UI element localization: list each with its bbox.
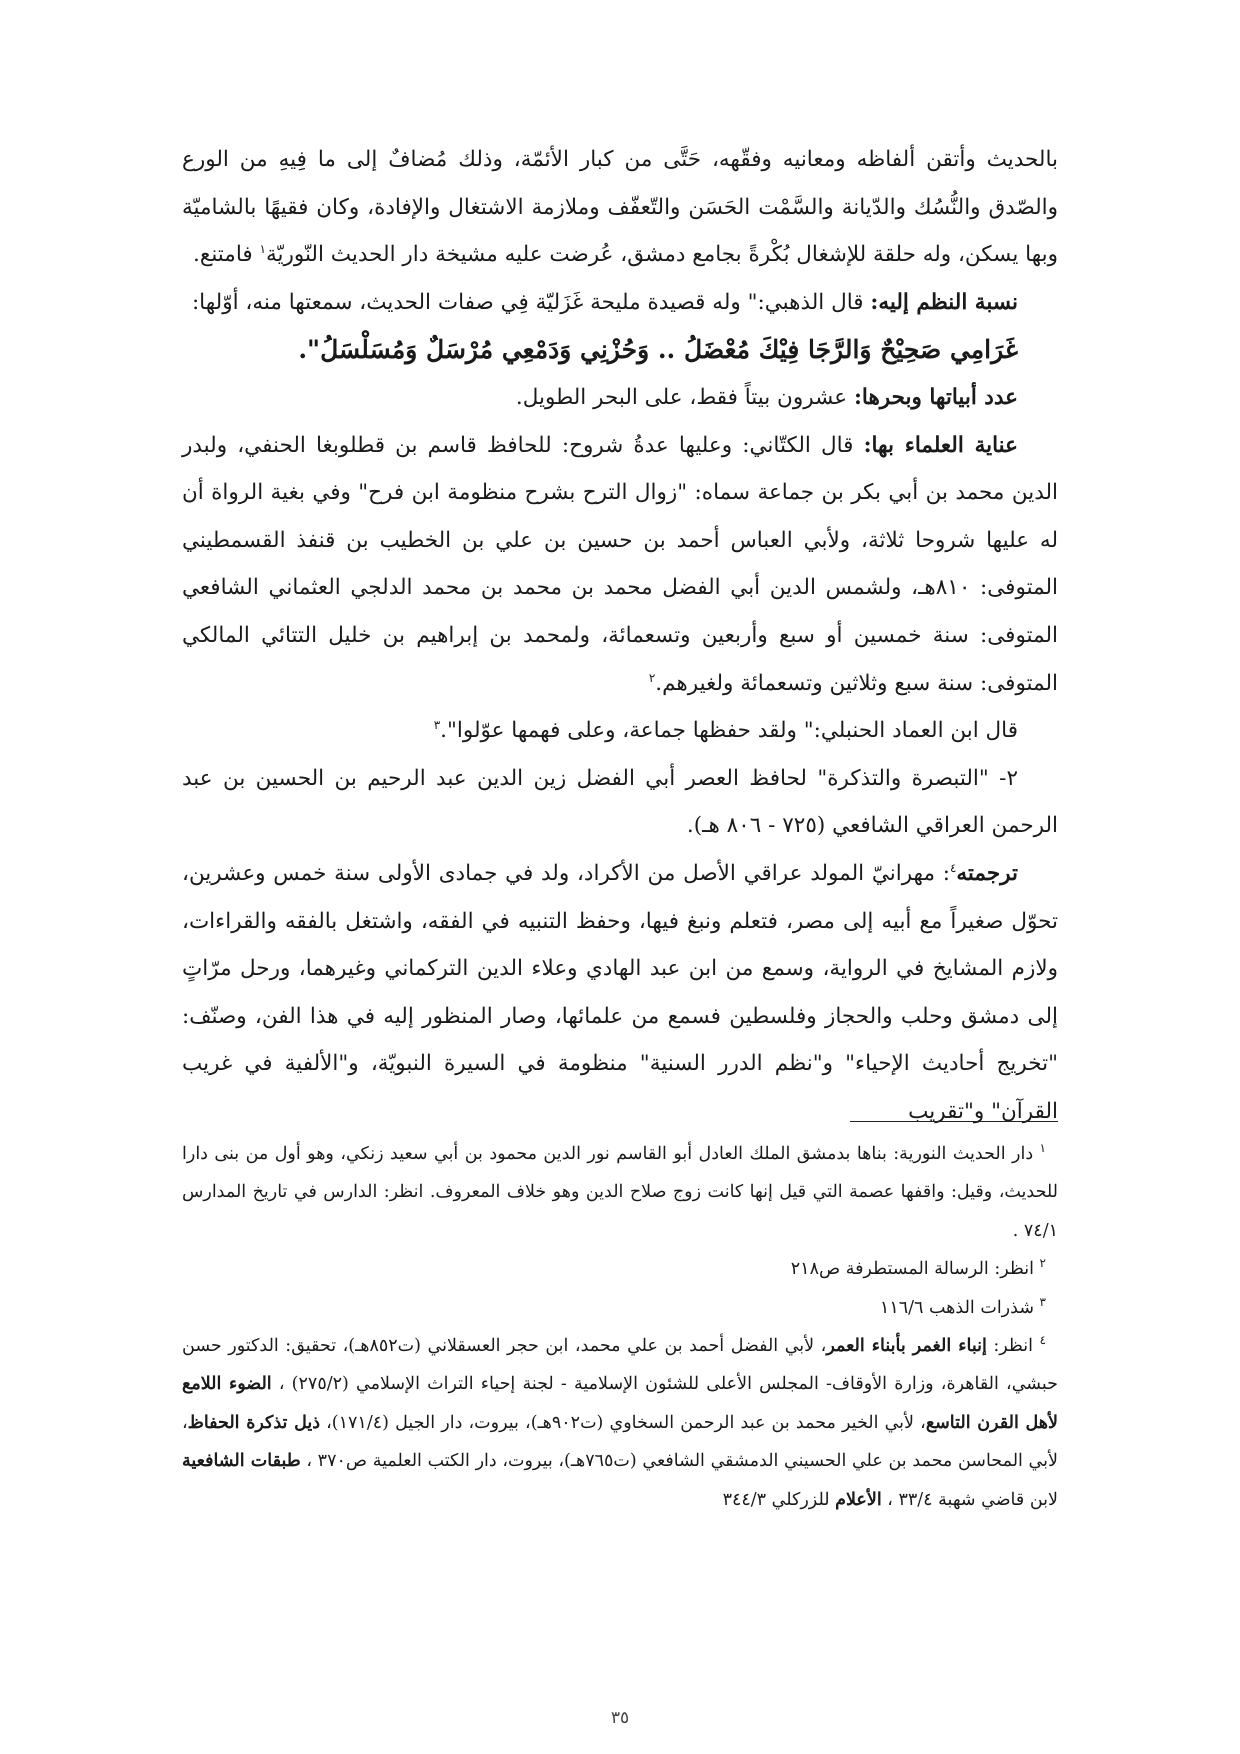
footnotes <box>182 1135 1058 1519</box>
book-title: طبقات الشافعية <box>182 1451 301 1472</box>
abyat-paragraph: عدد أبياتها وبحرها: عشرون بيتاً فقط، على البحر الطويل. <box>515 384 1018 410</box>
abyat-label: عدد أبياتها وبحرها: <box>853 384 1018 410</box>
footnote-1: $^١$ دار الحديث النورية: بناها بدمشق الملك العادل أبو القاسم نور الدين محمود بن أبي سعيد زنكي، وهو أول من بنى دارا للحديث، وقيل: واقفها عصمة التي قيل إنها كانت زوج صلاح الدين وهو خلاف المعروف. انظر: الدارس في تاريخ المدارس ٧٤/١ . <box>182 1141 1058 1241</box>
footnote-ref-3[interactable]: ٣ <box>433 717 441 732</box>
inaya-label: عناية العلماء بها: <box>863 432 1018 458</box>
nisba-paragraph: نسبة النظم إليه: قال الذهبي:" وله قصيدة مليحة غَزَليّة فِي صفات الحديث، سمعتها منه، أوّلها: <box>191 289 1018 315</box>
book-title: إنباء الغمر بأبناء العمر <box>826 1336 987 1357</box>
book-title: الضوء اللامع لأهل القرن التاسع <box>182 1374 1058 1433</box>
footnote-ref-2[interactable]: ٢ <box>648 670 656 685</box>
book-title: ذيل تذكرة الحفاظ <box>187 1412 320 1433</box>
footnote-ref-1[interactable]: ١ <box>259 242 266 257</box>
poem-verse: غَرَامِي صَحِيْحٌ وَالرَّجَا فِيْكَ مُعْضَلُ .. وَحُزْنِي وَدَمْعِي مُرْسَلٌ وَمُسَلْسَلُ". <box>298 335 1018 365</box>
page-number: ٣٥ <box>610 1708 630 1728</box>
paragraph-1: بالحديث وأتقن ألفاظه ومعانيه وفقّهه، حَتَّى من كبار الأئمّة، وذلك مُضافٌ إلى ما فِيهِ من الورع والصّدق والنُّسُك والدّيانة والسَّمْت الحَسَن والتّعفّف وملازمة الاشتغال والإفادة، وكان فقيهًا بالشاميّة وبها يسكن، وله حلقة للإشغال بُكْرةً بجامع دمشق، عُرضت عليه مشيخة دار الحديث النّوريّة$^١$ فامتنع. <box>182 147 1058 268</box>
tabsira-paragraph: ٢- "التبصرة والتذكرة" لحافظ العصر أبي الفضل زين الدين عبد الرحيم بن الحسين بن عبد الرحمن العراقي الشافعي (٧٢٥ - ٨٠٦ هـ). <box>182 765 1058 839</box>
footnote-number: ٣ <box>1039 1294 1046 1309</box>
footnote-ref-4[interactable]: ٤ <box>949 860 957 875</box>
footnote-number: ٤ <box>1039 1333 1047 1348</box>
tarjama-label: ترجمته <box>956 860 1018 886</box>
main-text <box>182 136 1058 1135</box>
inaya-paragraph: عناية العلماء بها: قال الكتّاني: وعليها عدةُ شروح: للحافظ قاسم بن قطلوبغا الحنفي، ولبدر الدين محمد بن أبي بكر بن جماعة سماه: "زوال الترح بشرح منظومة ابن فرح" وفي بغية الرواة أن له عليها شروحا ثلاثة، ولأبي العباس أحمد بن حسين بن علي بن الخطيب بن قنفذ القسمطيني المتوفى: ٨١٠هـ، ولشمس الدين أبي الفضل محمد بن محمد بن محمد الدلجي العثماني الشافعي المتوفى: سنة خمسين أو سبع وأربعين وتسعمائة، ولمحمد بن إبراهيم بن خليل التتائي المالكي المتوفى: سنة سبع وثلاثين وتسعمائة ولغيرهم.$^٢$ <box>182 432 1059 696</box>
tarjama-paragraph: ترجمته$^٤$: مهرانيّ المولد عراقي الأصل من الأكراد، ولد في جمادى الأولى سنة خمس وعشرين، تحوّل صغيراً مع أبيه إلى مصر، فتعلم ونبغ فيها، وحفظ التنبيه في الفقه، واشتغل بالفقه والقراءات، ولازم المشايخ في الرواية، وسمع من ابن عبد الهادي وعلاء الدين التركماني وغيرهما، ورحل مرّاتٍ إلى دمشق وحلب والحجاز وفلسطين فسمع من علمائها، وصار المنظور إليه في هذا الفن، وصنّف: "تخريج أحاديث الإحياء" و"نظم الدرر السنية" منظومة في السيرة النبويّة، و"الألفية في غريب القرآن" و"تقريب <box>182 860 1058 1124</box>
book-title: الأعلام <box>835 1489 882 1510</box>
footnote-separator <box>850 1121 1058 1122</box>
footnote-2: $^٢$ انظر: الرسالة المستطرفة ص٢١٨ <box>790 1256 1046 1280</box>
footnote-3: $^٣$ شذرات الذهب ١١٦/٦ <box>879 1294 1046 1318</box>
footnote-number: ٢ <box>1039 1256 1046 1271</box>
footnote-number: ١ <box>1039 1141 1046 1156</box>
footnote-4: $^٤$ انظر: إنباء الغمر بأبناء العمر، لأبي الفضل أحمد بن علي محمد، ابن حجر العسقلاني (ت٨٥٢هـ)، تحقيق: الدكتور حسن حبشي، القاهرة، وزارة الأوقاف- المجلس الأعلى للشئون الإسلامية - لجنة إحياء التراث الإسلامي (٢٧٥/٢) ، الضوء اللامع لأهل القرن التاسع، لأبي الخير محمد بن عبد الرحمن السخاوي (ت٩٠٢هـ)، بيروت، دار الجيل (١٧١/٤)، ذيل تذكرة الحفاظ، لأبي المحاسن محمد بن علي الحسيني الدمشقي الشافعي (ت٧٦٥هـ)، بيروت، دار الكتب العلمية ص٣٧٠ ، طبقات الشافعية لابن قاضي شهبة ٣٣/٤ ، الأعلام للزركلي ٣٤٤/٣ <box>182 1333 1058 1510</box>
nisba-label: نسبة النظم إليه: <box>870 289 1018 315</box>
imad-paragraph: قال ابن العماد الحنبلي:" ولقد حفظها جماعة، وعلى فهمها عوّلوا".$^٣$ <box>433 717 1018 744</box>
